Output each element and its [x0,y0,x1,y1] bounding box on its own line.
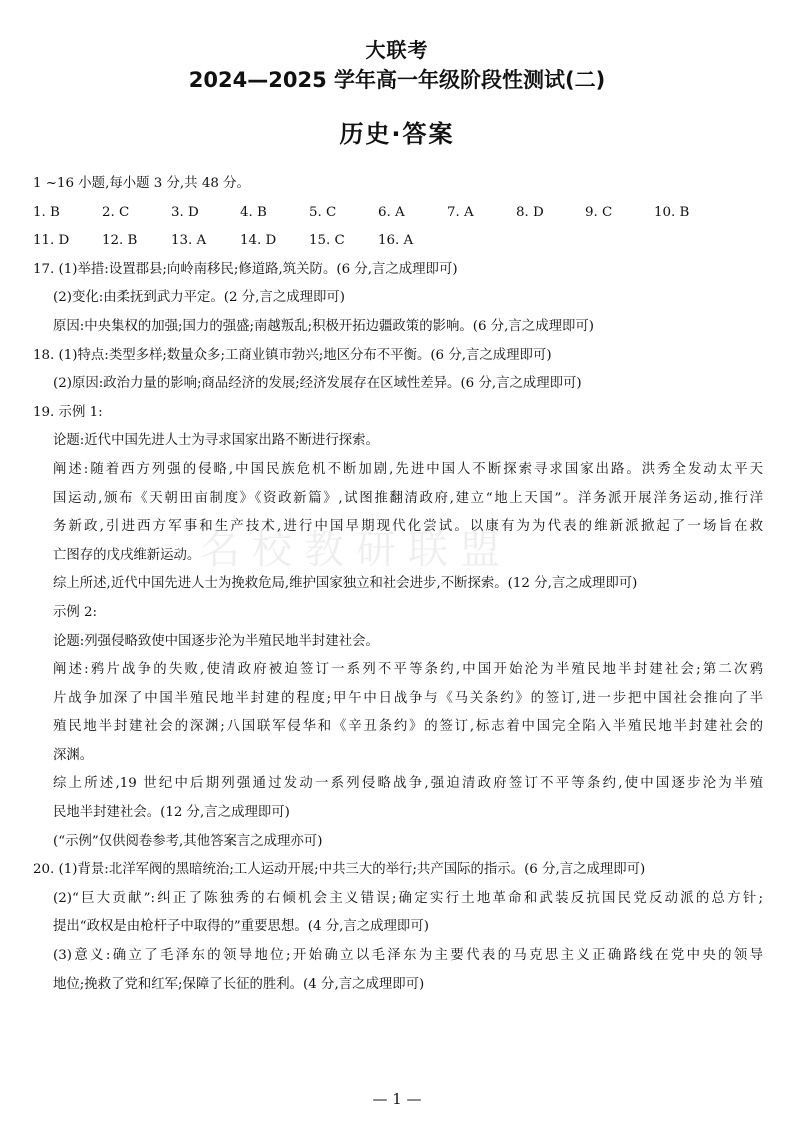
q19-heading: 19. 示例 1: [33,404,103,420]
choice-answer: 2. C [102,204,130,220]
choice-answer: 3. D [171,204,199,220]
choice-answer: 4. B [240,204,267,220]
choice-answer: 15. C [309,233,345,249]
exam-name: 大联考 [365,38,429,62]
choice-answer: 12. B [102,233,138,249]
q19-example2-heading: 示例 2: [53,604,98,620]
q19-example1-line: 务新政,引进西方军事和生产技术,进行中国早期现代化尝试。以康有为为代表的维新派掀起了一场旨在救 [53,519,763,535]
subject-title: 历史·答案 [339,120,455,148]
choice-answer: 11. D [33,233,70,249]
q19-example1-line: 阐述:随着西方列强的侵略,中国民族危机不断加剧,先进中国人不断探索寻求国家出路。洪秀全发动太平天 [53,461,763,477]
q20-part3: 地位;挽救了党和红军;保障了长征的胜利。(4 分,言之成理即可) [53,976,425,992]
choice-answer: 14. D [240,233,277,249]
choice-answer: 16. A [378,233,414,249]
q19-example2-line: 阐述:鸦片战争的失败,使清政府被迫签订一系列不平等条约,中国开始沦为半殖民地半封建社会;第二次鸦 [53,662,763,678]
choice-answer: 7. A [447,204,474,220]
q19-example2-thesis: 论题:列强侵略致使中国逐步沦为半殖民地半封建社会。 [53,633,379,649]
q17-reasons: 原因:中央集权的加强;国力的强盛;南越叛乱;积极开拓边疆政策的影响。(6 分,言之成理即可) [53,318,594,334]
q19-example1-conclusion: 综上所述,近代中国先进人士为挽救危局,维护国家独立和社会进步,不断探索。(12 分,言之成理即可) [53,576,638,592]
q19-example1-line: 亡图存的戊戌维新运动。 [53,547,201,563]
q19-example2-line: 深渊。 [53,747,94,763]
q17-part2: (2)变化:由柔抚到武力平定。(2 分,言之成理即可) [53,290,345,306]
choice-answer: 10. B [654,204,690,220]
q19-example1-line: 国运动,颁布《天朝田亩制度》《资政新篇》,试图推翻清政府,建立“地上天国”。洋务派开展洋务运动,推行洋 [53,490,763,506]
choice-answer: 1. B [33,204,60,220]
watermark-text: 名校教研联盟 [200,527,512,573]
q20-part2: 提出“政权是由枪杆子中取得的”重要思想。(4 分,言之成理即可) [53,919,429,935]
choice-intro: 1 ~16 小题,每小题 3 分,共 48 分。 [33,176,250,191]
q19-example1-thesis: 论题:近代中国先进人士为寻求国家出路不断进行探索。 [53,433,379,449]
choice-answer: 6. A [378,204,405,220]
answer-content [33,170,763,999]
exam-title: 2024—2025 学年高一年级阶段性测试(二) [188,68,606,92]
q18-part1: 18. (1)特点:类型多样;数量众多;工商业镇市勃兴;地区分布不平衡。(6 分,言之成理即可) [33,347,552,363]
choice-answer: 5. C [309,204,337,220]
q18-part2: (2)原因:政治力量的影响;商品经济的发展;经济发展存在区域性差异。(6 分,言之成理即可) [53,376,582,392]
page-number: — 1 — [372,1090,422,1108]
q19-example2-line: 殖民地半封建社会的深渊;八国联军侵华和《辛丑条约》的签订,标志着中国完全陷入半殖民地半封建社会的 [53,719,763,735]
q19-example2-line: 片战争加深了中国半殖民地半封建的程度;甲午中日战争与《马关条约》的签订,进一步把中国社会推向了半 [53,690,763,706]
choice-answers-row-2 [33,227,763,256]
choice-answers-row-1 [33,199,763,228]
q20-part2: (2)“巨大贡献”:纠正了陈独秀的右倾机会主义错误;确定实行土地革命和武装反抗国民党反动派的总方针; [53,890,763,906]
q20-part3: (3)意义:确立了毛泽东的领导地位;开始确立以毛泽东为主要代表的马克思主义正确路线在党中央的领导 [53,948,763,964]
choice-answer: 13. A [171,233,207,249]
choice-answer: 8. D [516,204,544,220]
q19-example2-conclusion: 综上所述,19 世纪中后期列强通过发动一系列侵略战争,强迫清政府签订不平等条约,使中国逐步沦为半殖 [53,776,763,792]
choice-answer: 9. C [585,204,613,220]
q19-example2-conclusion: 民地半封建社会。(12 分,言之成理即可) [53,805,290,821]
q19-note: (“示例”仅供阅卷参考,其他答案言之成理亦可) [53,833,323,849]
q17-part1: 17. (1)举措:设置郡县;向岭南移民;修道路,筑关防。(6 分,言之成理即可) [33,261,458,277]
q20-part1: 20. (1)背景:北洋军阀的黑暗统治;工人运动开展;中共三大的举行;共产国际的指示。(6 分,言之成理即可) [33,862,646,878]
